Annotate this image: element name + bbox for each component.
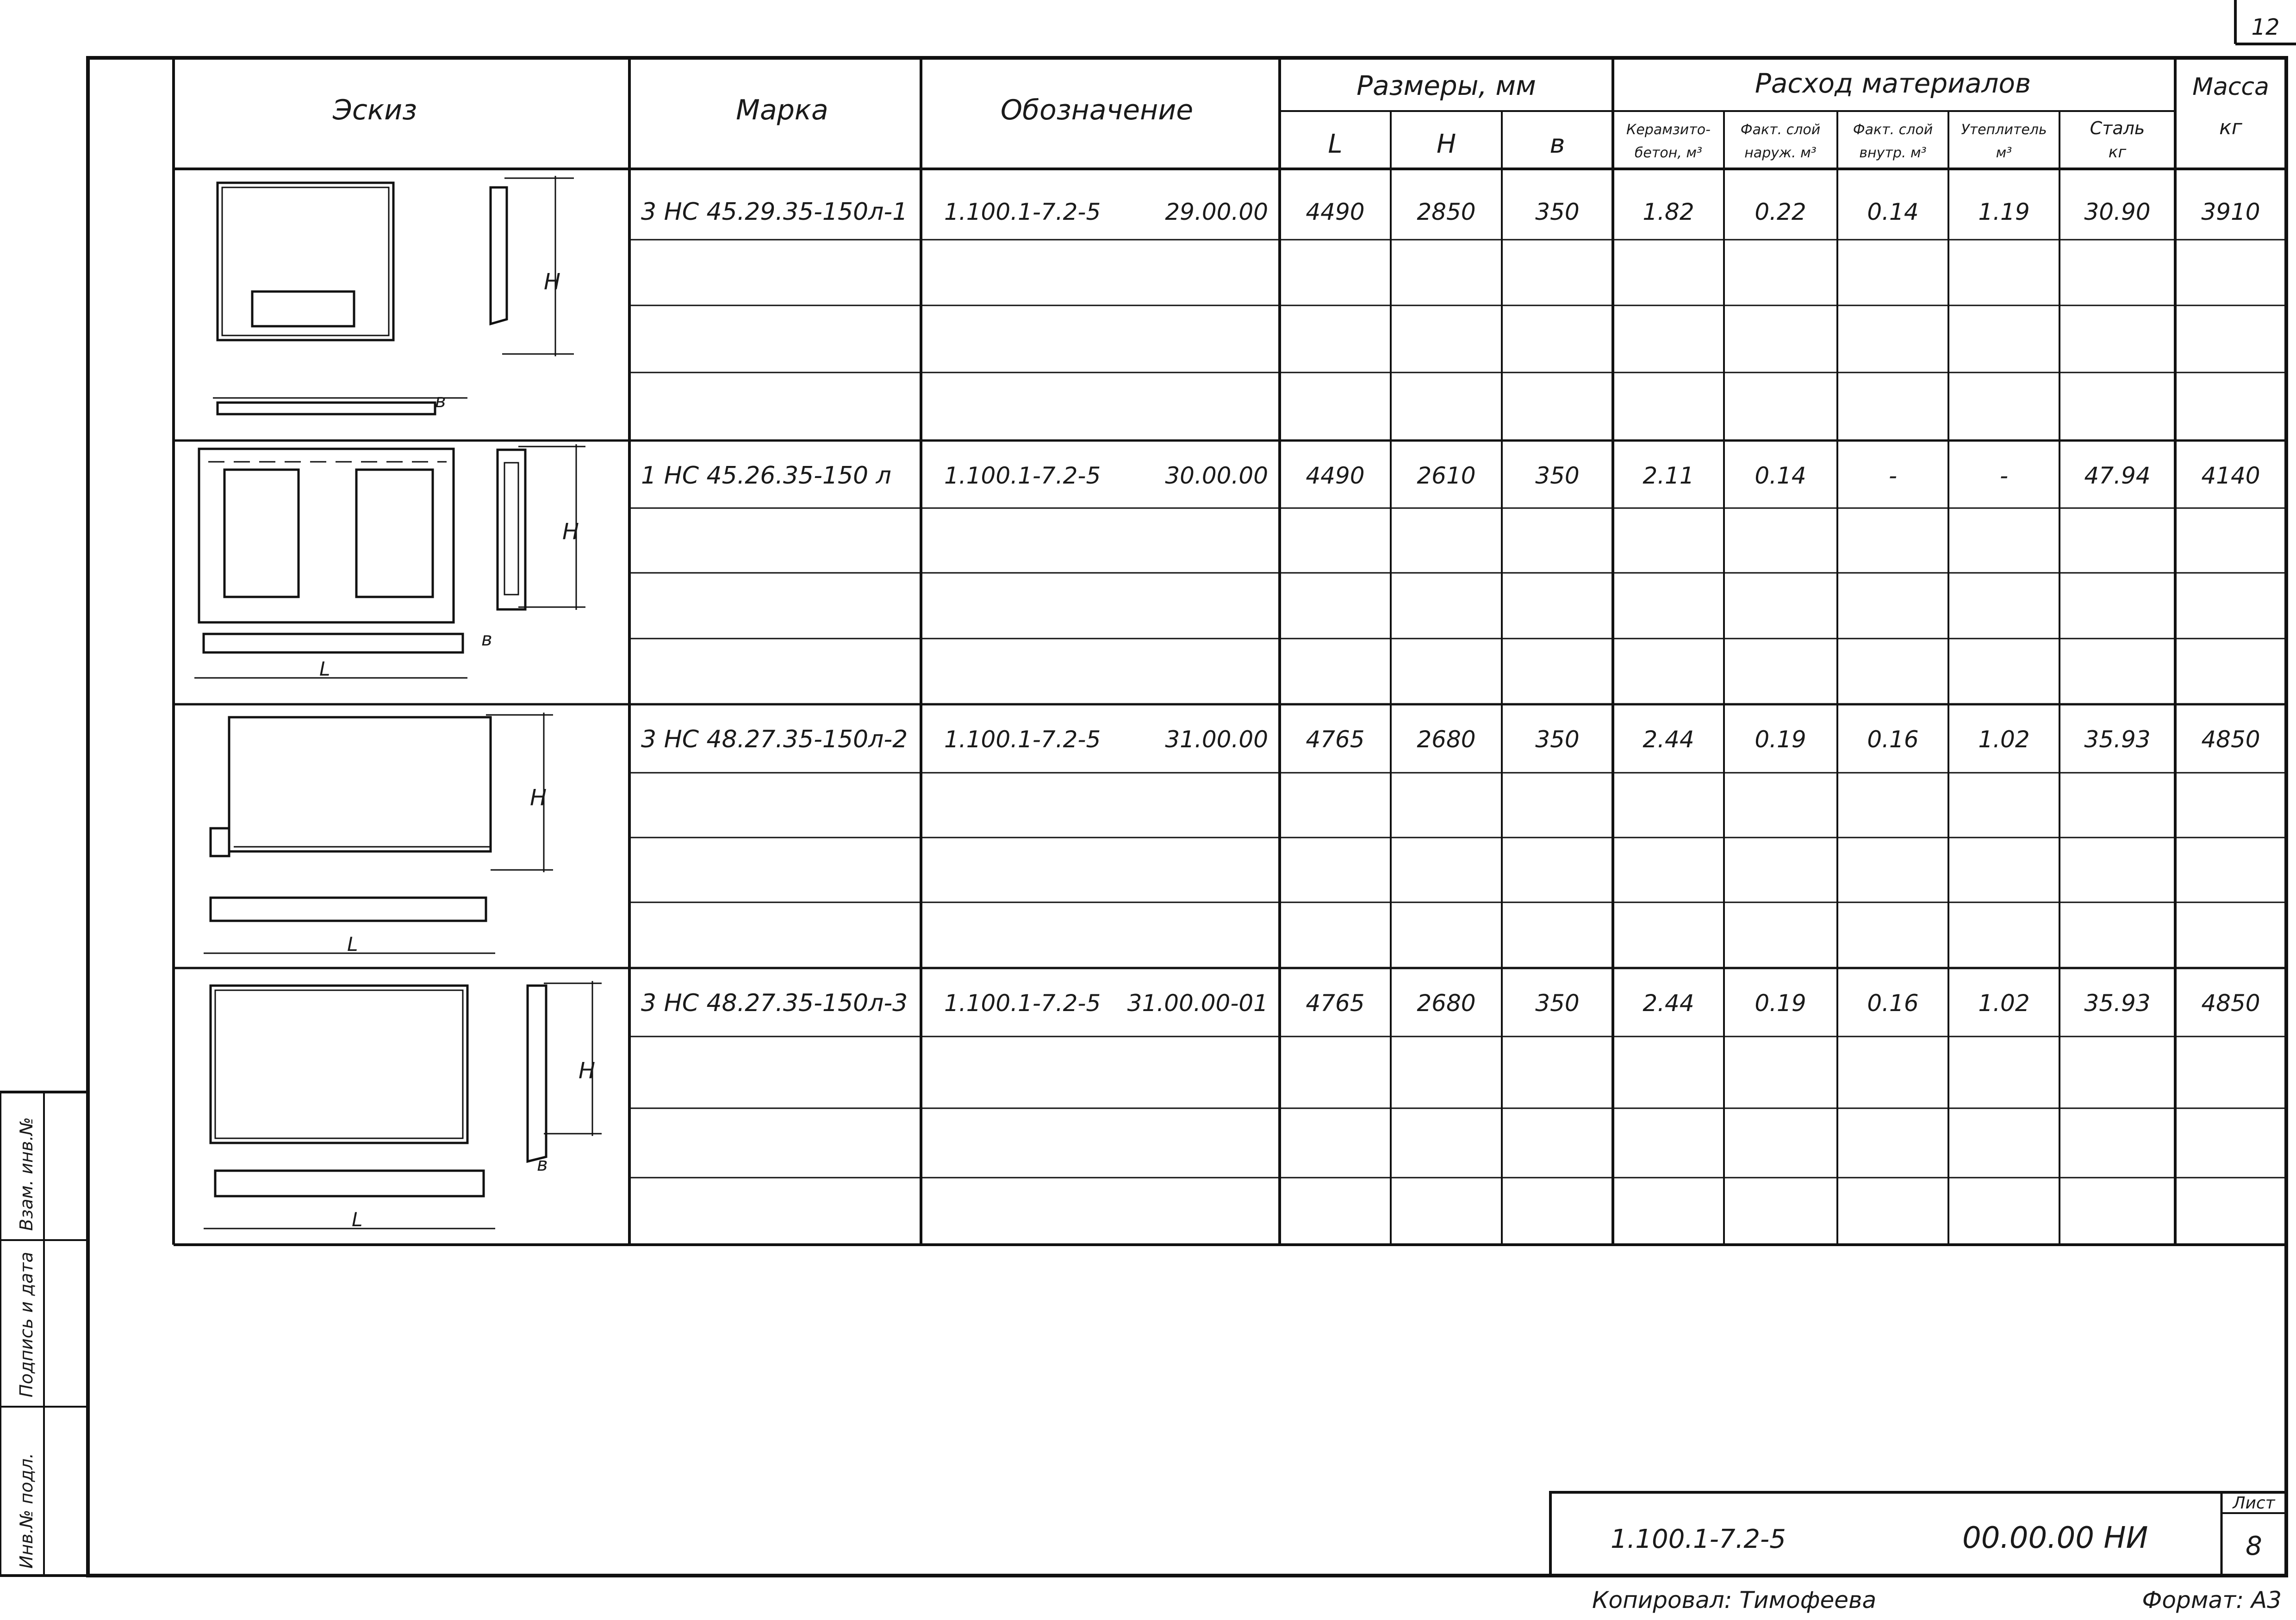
cell-mark: 3 НС 45.29.35-150л-1 [641, 198, 908, 226]
cell-insulation: 1.19 [1978, 199, 2030, 225]
cell-H: 2610 [1417, 462, 1476, 489]
cell-mass: 4850 [2201, 990, 2260, 1017]
sheet-frame [88, 58, 2286, 1576]
cell-outer: 0.19 [1755, 726, 1806, 753]
header-materials: Расход материалов [1755, 68, 2031, 99]
header-outer-1: Факт. слой [1740, 122, 1821, 138]
cell-H: 2680 [1417, 990, 1476, 1017]
sketch-2-height-label: H [562, 519, 579, 545]
header-dim-h: H [1436, 129, 1456, 159]
cell-outer: 0.22 [1755, 199, 1806, 225]
cell-inner: 0.16 [1867, 990, 1919, 1017]
table-row [641, 989, 2260, 1017]
cell-mark: 3 НС 48.27.35-150л-2 [641, 726, 908, 753]
header-designation: Обозначение [1000, 94, 1194, 126]
cell-designation-code: 30.00.00 [1165, 462, 1268, 489]
cell-designation: 1.100.1-7.2-5 [944, 199, 1101, 225]
header-inner-2: внутр. м³ [1859, 145, 1927, 161]
title-block [1550, 1492, 2286, 1576]
header-insulation-2: м³ [1996, 145, 2012, 161]
title-doc-code: 00.00.00 НИ [1962, 1521, 2148, 1555]
cell-b: 350 [1535, 990, 1580, 1017]
cell-inner: 0.14 [1867, 199, 1919, 225]
header-keramzit-1: Керамзито- [1626, 122, 1711, 138]
sheet-corner [2235, 0, 2296, 44]
cell-outer: 0.19 [1755, 990, 1806, 1017]
table-row [641, 198, 2260, 226]
stamp-inv-podl: Инв.№ подл. [16, 1452, 37, 1569]
header-dim-l: L [1328, 129, 1343, 159]
footer-format: Формат: А3 [2142, 1587, 2282, 1614]
header-mark: Марка [736, 94, 828, 126]
cell-designation-code: 31.00.00 [1165, 726, 1268, 753]
cell-designation-code: 31.00.00-01 [1127, 990, 1268, 1017]
cell-keramzit: 2.44 [1643, 726, 1694, 753]
sketch-2-width-label: в [481, 629, 492, 650]
cell-designation: 1.100.1-7.2-5 [944, 462, 1101, 489]
sketch-3-length-label: L [347, 933, 358, 956]
sketch-1-width-label: в [435, 391, 446, 412]
cell-b: 350 [1535, 726, 1580, 753]
cell-steel: 30.90 [2084, 199, 2151, 225]
table-row [641, 462, 2260, 490]
table-rows [641, 198, 2260, 1017]
sketch-2-length-label: L [319, 658, 330, 680]
header-dimensions: Размеры, мм [1356, 70, 1536, 101]
cell-keramzit: 2.44 [1643, 990, 1694, 1017]
cell-mark: 1 НС 45.26.35-150 л [641, 462, 891, 490]
cell-outer: 0.14 [1755, 462, 1806, 489]
title-sheet-label: Лист [2233, 1494, 2275, 1513]
sketch-4-height-label: H [579, 1058, 596, 1084]
header-outer-2: наруж. м³ [1744, 145, 1817, 161]
header-insulation-1: Утеплитель [1961, 122, 2047, 138]
cell-mark: 3 НС 48.27.35-150л-3 [641, 989, 908, 1017]
table-row [641, 726, 2260, 753]
header-steel-2: кг [2108, 143, 2127, 161]
stamp-vzam-inv: Взам. инв.№ [16, 1117, 37, 1231]
sketch-4 [204, 981, 602, 1231]
header-steel-1: Сталь [2090, 118, 2145, 138]
cell-insulation: - [1999, 462, 2009, 489]
sketch-4-length-label: L [352, 1208, 363, 1231]
cell-L: 4490 [1306, 199, 1365, 225]
header-keramzit-2: бетон, м³ [1634, 145, 1703, 161]
cell-designation: 1.100.1-7.2-5 [944, 726, 1101, 753]
cell-insulation: 1.02 [1978, 990, 2030, 1017]
cell-b: 350 [1535, 462, 1580, 489]
sketch-2 [194, 444, 585, 680]
sketch-3-height-label: H [530, 785, 547, 811]
cell-L: 4765 [1306, 990, 1365, 1017]
cell-mass: 3910 [2201, 199, 2260, 225]
cell-H: 2680 [1417, 726, 1476, 753]
header-mass-2: кг [2219, 116, 2242, 139]
cell-H: 2850 [1417, 199, 1476, 225]
cell-keramzit: 1.82 [1643, 199, 1694, 225]
cell-L: 4490 [1306, 462, 1365, 489]
footer-copied-by: Копировал: Тимофеева [1592, 1587, 1877, 1614]
cell-b: 350 [1535, 199, 1580, 225]
sketch-3 [204, 713, 553, 956]
cell-steel: 47.94 [2084, 462, 2151, 489]
cell-L: 4765 [1306, 726, 1365, 753]
title-sheet-number: 8 [2246, 1531, 2262, 1561]
cell-mass: 4850 [2201, 726, 2260, 753]
sheet-corner-number: 12 [2251, 14, 2280, 40]
cell-inner: - [1888, 462, 1898, 489]
side-stamp [0, 1092, 88, 1576]
stamp-podpis-data: Подпись и дата [16, 1252, 37, 1397]
header-inner-1: Факт. слой [1853, 122, 1933, 138]
cell-insulation: 1.02 [1978, 726, 2030, 753]
cell-keramzit: 2.11 [1643, 462, 1694, 489]
cell-steel: 35.93 [2084, 990, 2151, 1017]
cell-designation: 1.100.1-7.2-5 [944, 990, 1101, 1017]
header-dim-b: в [1549, 129, 1565, 159]
sketch-1 [213, 176, 574, 414]
sketch-4-width-label: в [537, 1154, 548, 1175]
table-header [332, 68, 2269, 161]
cell-mass: 4140 [2201, 462, 2260, 489]
sketch-1-height-label: H [544, 269, 561, 295]
header-sketch: Эскиз [332, 94, 417, 126]
cell-steel: 35.93 [2084, 726, 2151, 753]
cell-inner: 0.16 [1867, 726, 1919, 753]
header-mass-1: Масса [2192, 73, 2269, 101]
cell-designation-code: 29.00.00 [1165, 199, 1268, 225]
title-doc-series: 1.100.1-7.2-5 [1611, 1524, 1786, 1554]
